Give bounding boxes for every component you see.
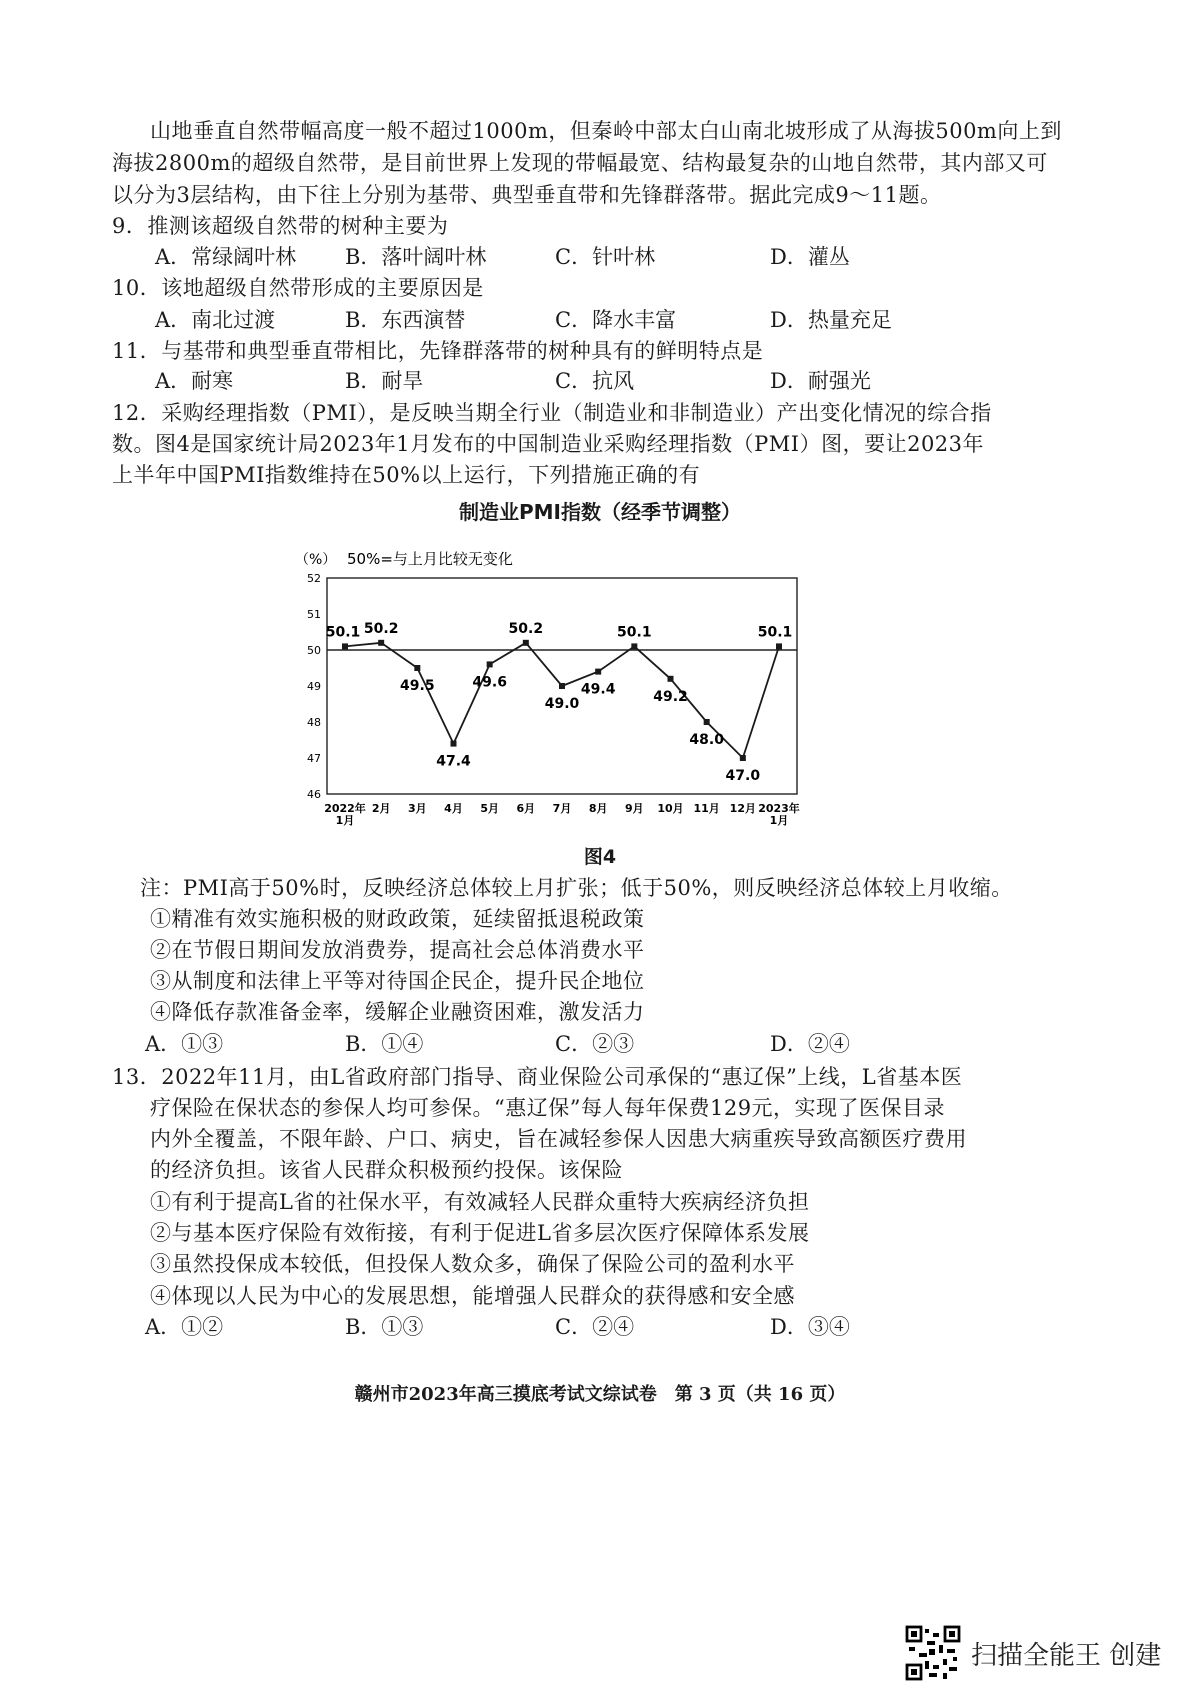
x-tick-label: 1月	[769, 814, 789, 827]
q13-item-4: ④体现以人民为中心的发展思想，能增强人民群众的获得感和安全感	[150, 1284, 795, 1308]
data-label: 49.6	[472, 674, 507, 691]
q12-item-2: ②在节假日期间发放消费券，提高社会总体消费水平	[150, 938, 645, 962]
data-label: 47.0	[725, 768, 761, 784]
data-point	[740, 755, 746, 761]
q12-item-4: ④降低存款准备金率，缓解企业融资困难，激发活力	[150, 1000, 645, 1024]
q13-item-1: ①有利于提高L省的社保水平，有效减轻人民群众重特大疾病经济负担	[150, 1190, 810, 1214]
data-label: 49.4	[580, 681, 616, 698]
data-label: 50.1	[757, 624, 793, 641]
q12-option-a: A．①③	[145, 1032, 224, 1056]
data-point	[668, 676, 674, 682]
figure-label: 图4	[583, 846, 617, 868]
x-tick-label: 11月	[693, 802, 720, 815]
data-point	[414, 665, 420, 671]
q13-option-d: D．③④	[770, 1315, 850, 1339]
q12-option-d: D．②④	[770, 1032, 850, 1056]
data-point	[378, 640, 384, 646]
q11-option-a: A．耐寒	[155, 369, 234, 393]
data-point	[487, 661, 493, 667]
data-point	[776, 643, 782, 649]
intro-line-2: 海拔2800m的超级自然带，是目前世界上发现的带幅最宽、结构最复杂的山地自然带，其内部又可	[112, 151, 1048, 175]
qr-code-icon	[905, 1625, 961, 1681]
data-point	[451, 741, 457, 747]
q12-option-b: B．①④	[345, 1032, 424, 1056]
q11-option-c: C．抗风	[555, 369, 635, 393]
question-10-stem: 10．该地超级自然带形成的主要原因是	[112, 276, 484, 300]
x-tick-label: 2022年	[324, 802, 366, 815]
data-point	[559, 683, 565, 689]
data-label: 48.0	[689, 732, 724, 748]
data-label: 50.2	[363, 620, 399, 637]
x-tick-label: 10月	[657, 802, 684, 815]
q10-option-c: C．降水丰富	[555, 308, 677, 332]
q12-note: 注：PMI高于50%时，反映经济总体较上月扩张；低于50%，则反映经济总体较上月收缩。	[140, 876, 1013, 900]
q13-option-a: A．①②	[145, 1315, 224, 1339]
q12-item-3: ③从制度和法律上平等对待国企民企，提升民企地位	[150, 969, 645, 993]
question-13-stem-line-4: 的经济负担。该省人民群众积极预约投保。该保险	[150, 1158, 623, 1182]
x-tick-label: 9月	[625, 802, 644, 815]
q9-option-a: A．常绿阔叶林	[155, 245, 297, 269]
data-label: 49.0	[544, 696, 580, 712]
y-tick-label: 46	[307, 788, 321, 801]
data-label: 47.4	[436, 753, 471, 770]
question-12-stem-line-3: 上半年中国PMI指数维持在50%以上运行，下列措施正确的有	[112, 463, 701, 487]
unit-label: （%）	[295, 552, 337, 568]
page-footer: 赣州市2023年高三摸底考试文综试卷 第 3 页（共 16 页）	[354, 1384, 846, 1405]
data-label: 50.1	[617, 624, 652, 641]
data-point	[704, 719, 710, 725]
y-tick-label: 49	[307, 680, 321, 693]
y-tick-label: 52	[307, 572, 321, 585]
intro-line-1: 山地垂直自然带幅高度一般不超过1000m，但秦岭中部太白山南北坡形成了从海拔500m向上到	[150, 119, 1062, 143]
x-tick-label: 3月	[408, 802, 427, 815]
x-tick-label: 2月	[371, 802, 391, 815]
q13-option-c: C．②④	[555, 1315, 635, 1339]
q9-option-c: C．针叶林	[555, 245, 656, 269]
q10-option-d: D．热量充足	[770, 308, 892, 332]
q9-option-d: D．灌丛	[770, 245, 850, 269]
q9-option-b: B．落叶阔叶林	[345, 245, 487, 269]
intro-line-3: 以分为3层结构，由下往上分别为基带、典型垂直带和先锋群落带。据此完成9～11题。	[112, 183, 942, 207]
y-tick-label: 51	[307, 608, 321, 621]
q11-option-d: D．耐强光	[770, 369, 871, 393]
q13-item-3: ③虽然投保成本较低，但投保人数众多，确保了保险公司的盈利水平	[150, 1252, 795, 1276]
question-9-stem: 9．推测该超级自然带的树种主要为	[112, 214, 449, 238]
x-tick-label: 2023年	[758, 802, 800, 815]
data-point	[342, 643, 348, 649]
y-tick-label: 47	[307, 752, 321, 765]
question-13-stem-line-1: 13．2022年11月，由L省政府部门指导、商业保险公司承保的“惠辽保”上线，L省基本医	[112, 1065, 963, 1089]
q11-option-b: B．耐旱	[345, 369, 424, 393]
q10-option-b: B．东西演替	[345, 308, 466, 332]
x-tick-label: 12月	[729, 802, 756, 815]
data-label: 50.2	[508, 620, 544, 637]
q13-item-2: ②与基本医疗保险有效衔接，有利于促进L省多层次医疗保障体系发展	[150, 1221, 810, 1245]
data-label: 49.2	[653, 688, 688, 705]
x-tick-label: 8月	[588, 802, 608, 815]
x-tick-label: 5月	[480, 802, 499, 815]
scan-watermark-text: 扫描全能王 创建	[971, 1640, 1162, 1671]
scan-watermark	[905, 1625, 1161, 1681]
x-tick-label: 6月	[516, 802, 536, 815]
x-tick-label: 7月	[552, 802, 572, 815]
data-label: 50.1	[325, 624, 361, 641]
q12-item-1: ①精准有效实施积极的财政政策，延续留抵退税政策	[150, 907, 645, 931]
q13-option-b: B．①③	[345, 1315, 424, 1339]
question-13-stem-line-3: 内外全覆盖，不限年龄、户口、病史，旨在减轻参保人因患大病重疾导致高额医疗费用	[150, 1127, 967, 1151]
question-12-stem-line-2: 数。图4是国家统计局2023年1月发布的中国制造业采购经理指数（PMI）图，要让2023年	[112, 432, 985, 456]
pmi-line-chart	[295, 540, 825, 840]
y-tick-label: 50	[307, 644, 321, 657]
data-point	[595, 669, 601, 675]
data-point	[523, 640, 529, 646]
legend-note: 50%=与上月比较无变化	[347, 550, 513, 568]
data-label: 49.5	[400, 678, 435, 694]
data-point	[631, 643, 637, 649]
q10-option-a: A．南北过渡	[155, 308, 276, 332]
x-tick-label: 1月	[335, 814, 355, 827]
question-11-stem: 11．与基带和典型垂直带相比，先锋群落带的树种具有的鲜明特点是	[112, 339, 764, 363]
question-12-stem-line-1: 12．采购经理指数（PMI），是反映当期全行业（制造业和非制造业）产出变化情况的综合指	[112, 401, 992, 425]
question-13-stem-line-2: 疗保险在保状态的参保人均可参保。“惠辽保”每人每年保费129元，实现了医保目录	[150, 1096, 946, 1120]
chart-title: 制造业PMI指数（经季节调整）	[458, 500, 741, 524]
x-tick-label: 4月	[444, 802, 463, 815]
q12-option-c: C．②③	[555, 1032, 635, 1056]
y-tick-label: 48	[307, 716, 321, 729]
